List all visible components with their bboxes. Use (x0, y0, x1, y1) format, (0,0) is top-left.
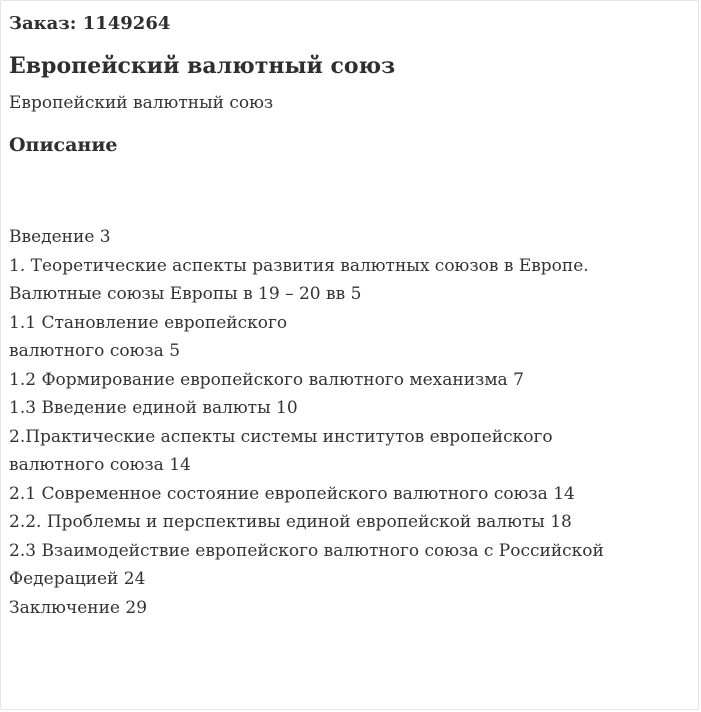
toc-line: Введение 3 (9, 227, 111, 247)
toc-line: 1.3 Введение единой валюты 10 (9, 398, 298, 418)
page-subtitle: Европейский валютный союз (9, 93, 274, 113)
toc-line: 2.Практические аспекты системы институтов европейского (9, 426, 553, 447)
toc-line: 1. Теоретические аспекты развития валютных союзов в Европе. (9, 255, 589, 276)
toc-line: 1.2 Формирование европейского валютного механизма 7 (9, 369, 524, 390)
toc-line: Валютные союзы Европы в 19 – 20 вв 5 (9, 284, 362, 304)
page-title: Европейский валютный союз (9, 53, 396, 79)
toc-line: 2.2. Проблемы и перспективы единой европейской валюты 18 (9, 512, 572, 532)
toc-line: 2.3 Взаимодействие европейского валютного союза с Российской (9, 540, 604, 561)
table-of-contents (9, 223, 694, 622)
toc-line: 2.1 Современное состояние европейского валютного союза 14 (9, 483, 575, 504)
toc-line: Заключение 29 (9, 597, 148, 618)
toc-line: валютного союза 14 (9, 455, 191, 475)
toc-line: валютного союза 5 (9, 341, 181, 361)
toc-line: Федерацией 24 (9, 569, 146, 589)
description-heading: Описание (9, 134, 118, 156)
toc-line: 1.1 Становление европейского (9, 312, 288, 333)
order-number: Заказ: 1149264 (9, 13, 171, 34)
